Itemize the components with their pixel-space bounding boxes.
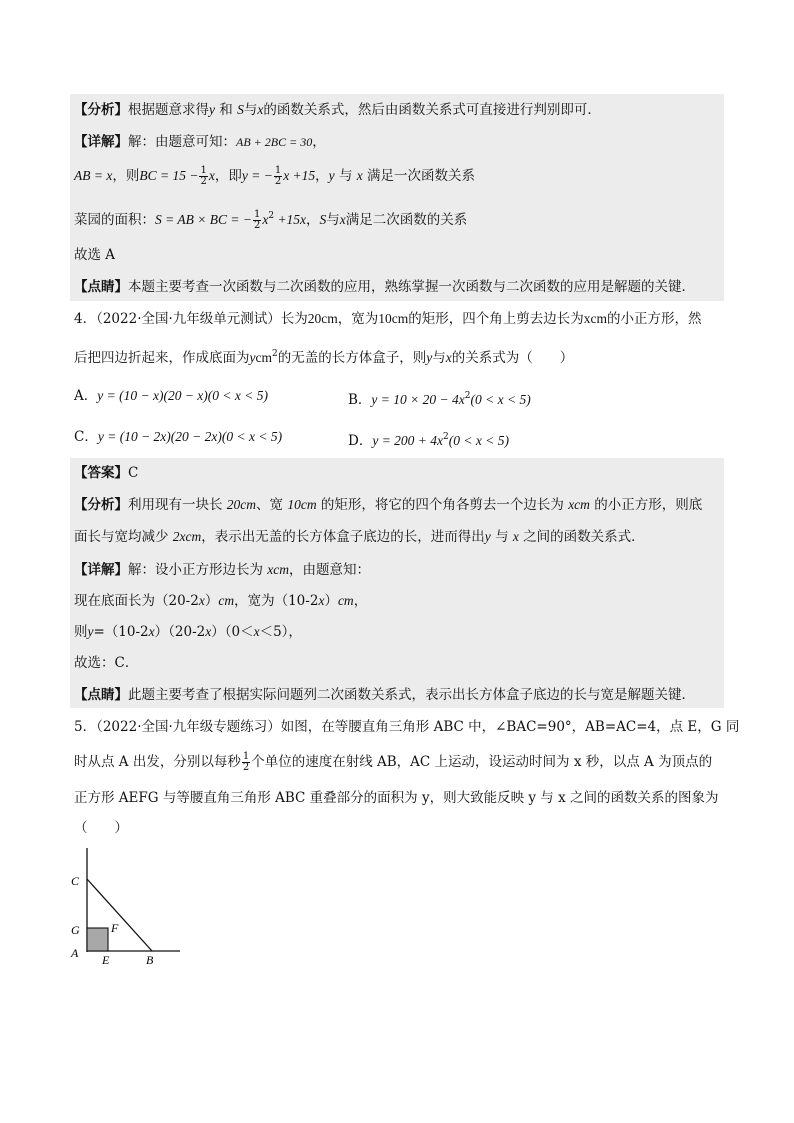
label-a: A: [71, 946, 79, 960]
q5-triangle-figure: [60, 840, 190, 970]
q5-stem-line4: （ ）: [74, 820, 128, 836]
q4-answer-label: 【答案】: [74, 465, 128, 481]
detail3-line3: 菜园的面积：S = AB × BC = − $\frac{1}{2}$ $x^2 +15x$，S与x满足二次函数的关系: [74, 209, 468, 231]
q4-option-a[interactable]: A．y = (10 − x)(20 − x)(0 < x < 5): [74, 388, 268, 404]
analysis3-line: 【分析】根据题意求得y 和 S与x的函数关系式，然后由函数关系式可直接进行判别即可．: [74, 102, 601, 118]
q4-detail-line3: 则y=（10-2x）（20-2x）（0＜x＜5），: [74, 624, 302, 640]
q4-option-c[interactable]: C．y = (10 − 2x)(20 − 2x)(0 < x < 5): [74, 429, 283, 445]
fraction-half: $\frac{1}{2}$: [274, 165, 282, 187]
q4-detail-line1: 【详解】解：设小正方形边长为 xcm，由题意知：: [74, 562, 371, 578]
square-aefg: [87, 928, 108, 951]
q5-stem-line3: 正方形 AEFG 与等腰直角三角形 ABC 重叠部分的面积为 y，则大致能反映 y 与 x 之间的函数关系的图象为: [74, 790, 719, 806]
fraction-half: $\frac{1}{2}$: [253, 209, 261, 231]
analysis-band: [70, 94, 724, 301]
detail3-choice: 故选 A: [74, 247, 116, 263]
detail3-line1: 【详解】解：由题意可知：AB + 2BC = 30，: [74, 134, 326, 150]
analysis3-label: 【分析】: [74, 102, 128, 118]
q5-stem-line1: 5．（2022·全国·九年级专题练习）如图，在等腰直角三角形 ABC 中，∠BAC=90°，AB=AC=4，点 E，G 同: [74, 719, 740, 735]
q4-detail-label: 【详解】: [74, 562, 128, 578]
comment3-line: 【点睛】本题主要考查一次函数与二次函数的应用，熟练掌握一次函数与二次函数的应用是解题的关键．: [74, 279, 695, 295]
q4-option-b[interactable]: B．$y = 10 \times 20 - 4x^2(0 < x < 5)$: [348, 391, 531, 408]
q4-stem-line2: 后把四边折起来，作成底面为ycm$^2$的无盖的长方体盒子，则y与x的关系式为（ ）: [74, 349, 574, 366]
label-c: C: [71, 874, 80, 888]
q4-analysis-label: 【分析】: [74, 497, 128, 513]
detail3-label: 【详解】: [74, 134, 128, 150]
label-e: E: [102, 953, 110, 967]
label-b: B: [146, 953, 154, 967]
comment3-label: 【点睛】: [74, 279, 128, 295]
q4-answer-line: [74, 463, 138, 483]
fraction-half: $\frac{1}{2}$: [242, 751, 250, 773]
q4-comment-label: 【点睛】: [74, 687, 128, 703]
detail3-line2: AB = x，则BC = 15 − $\frac{1}{2}$ x，即y = − $\frac{1}{2}$ x +15，y 与 x 满足一次函数关系: [74, 165, 476, 187]
q4-option-d[interactable]: D．$y = 200 + 4x^2(0 < x < 5)$: [348, 432, 509, 449]
q4-choice: 故选：C．: [74, 655, 139, 671]
fraction-half: $\frac{1}{2}$: [200, 165, 207, 187]
q4-answer: C: [128, 465, 139, 481]
q4-analysis-line2: 面长与宽均减少 2xcm，表示出无盖的长方体盒子底边的长，进而得出y 与 x 之间的函数关系式．: [74, 529, 645, 545]
q5-stem-line2: 时从点 A 出发，分别以每秒 $\frac{1}{2}$ 个单位的速度在射线 AB，AC 上运动，设运动时间为 x 秒，以点 A 为顶点的: [74, 751, 713, 773]
q4-detail-line2: 现在底面长为（20-2x）cm，宽为（10-2x）cm，: [74, 593, 368, 609]
q4-comment-line: 【点睛】此题主要考查了根据实际问题列二次函数关系式，表示出长方体盒子底边的长与宽是解题关键．: [74, 687, 695, 703]
label-f: F: [111, 921, 119, 935]
q4-stem-line1: 4．（2022·全国·九年级单元测试）长为20cm，宽为10cm的矩形，四个角上剪去边长为xcm的小正方形，然: [74, 311, 702, 327]
q4-analysis-line1: 【分析】利用现有一块长 20cm、宽 10cm 的矩形，将它的四个角各剪去一个边长为 xcm 的小正方形，则底: [74, 497, 703, 513]
label-g: G: [71, 923, 80, 937]
